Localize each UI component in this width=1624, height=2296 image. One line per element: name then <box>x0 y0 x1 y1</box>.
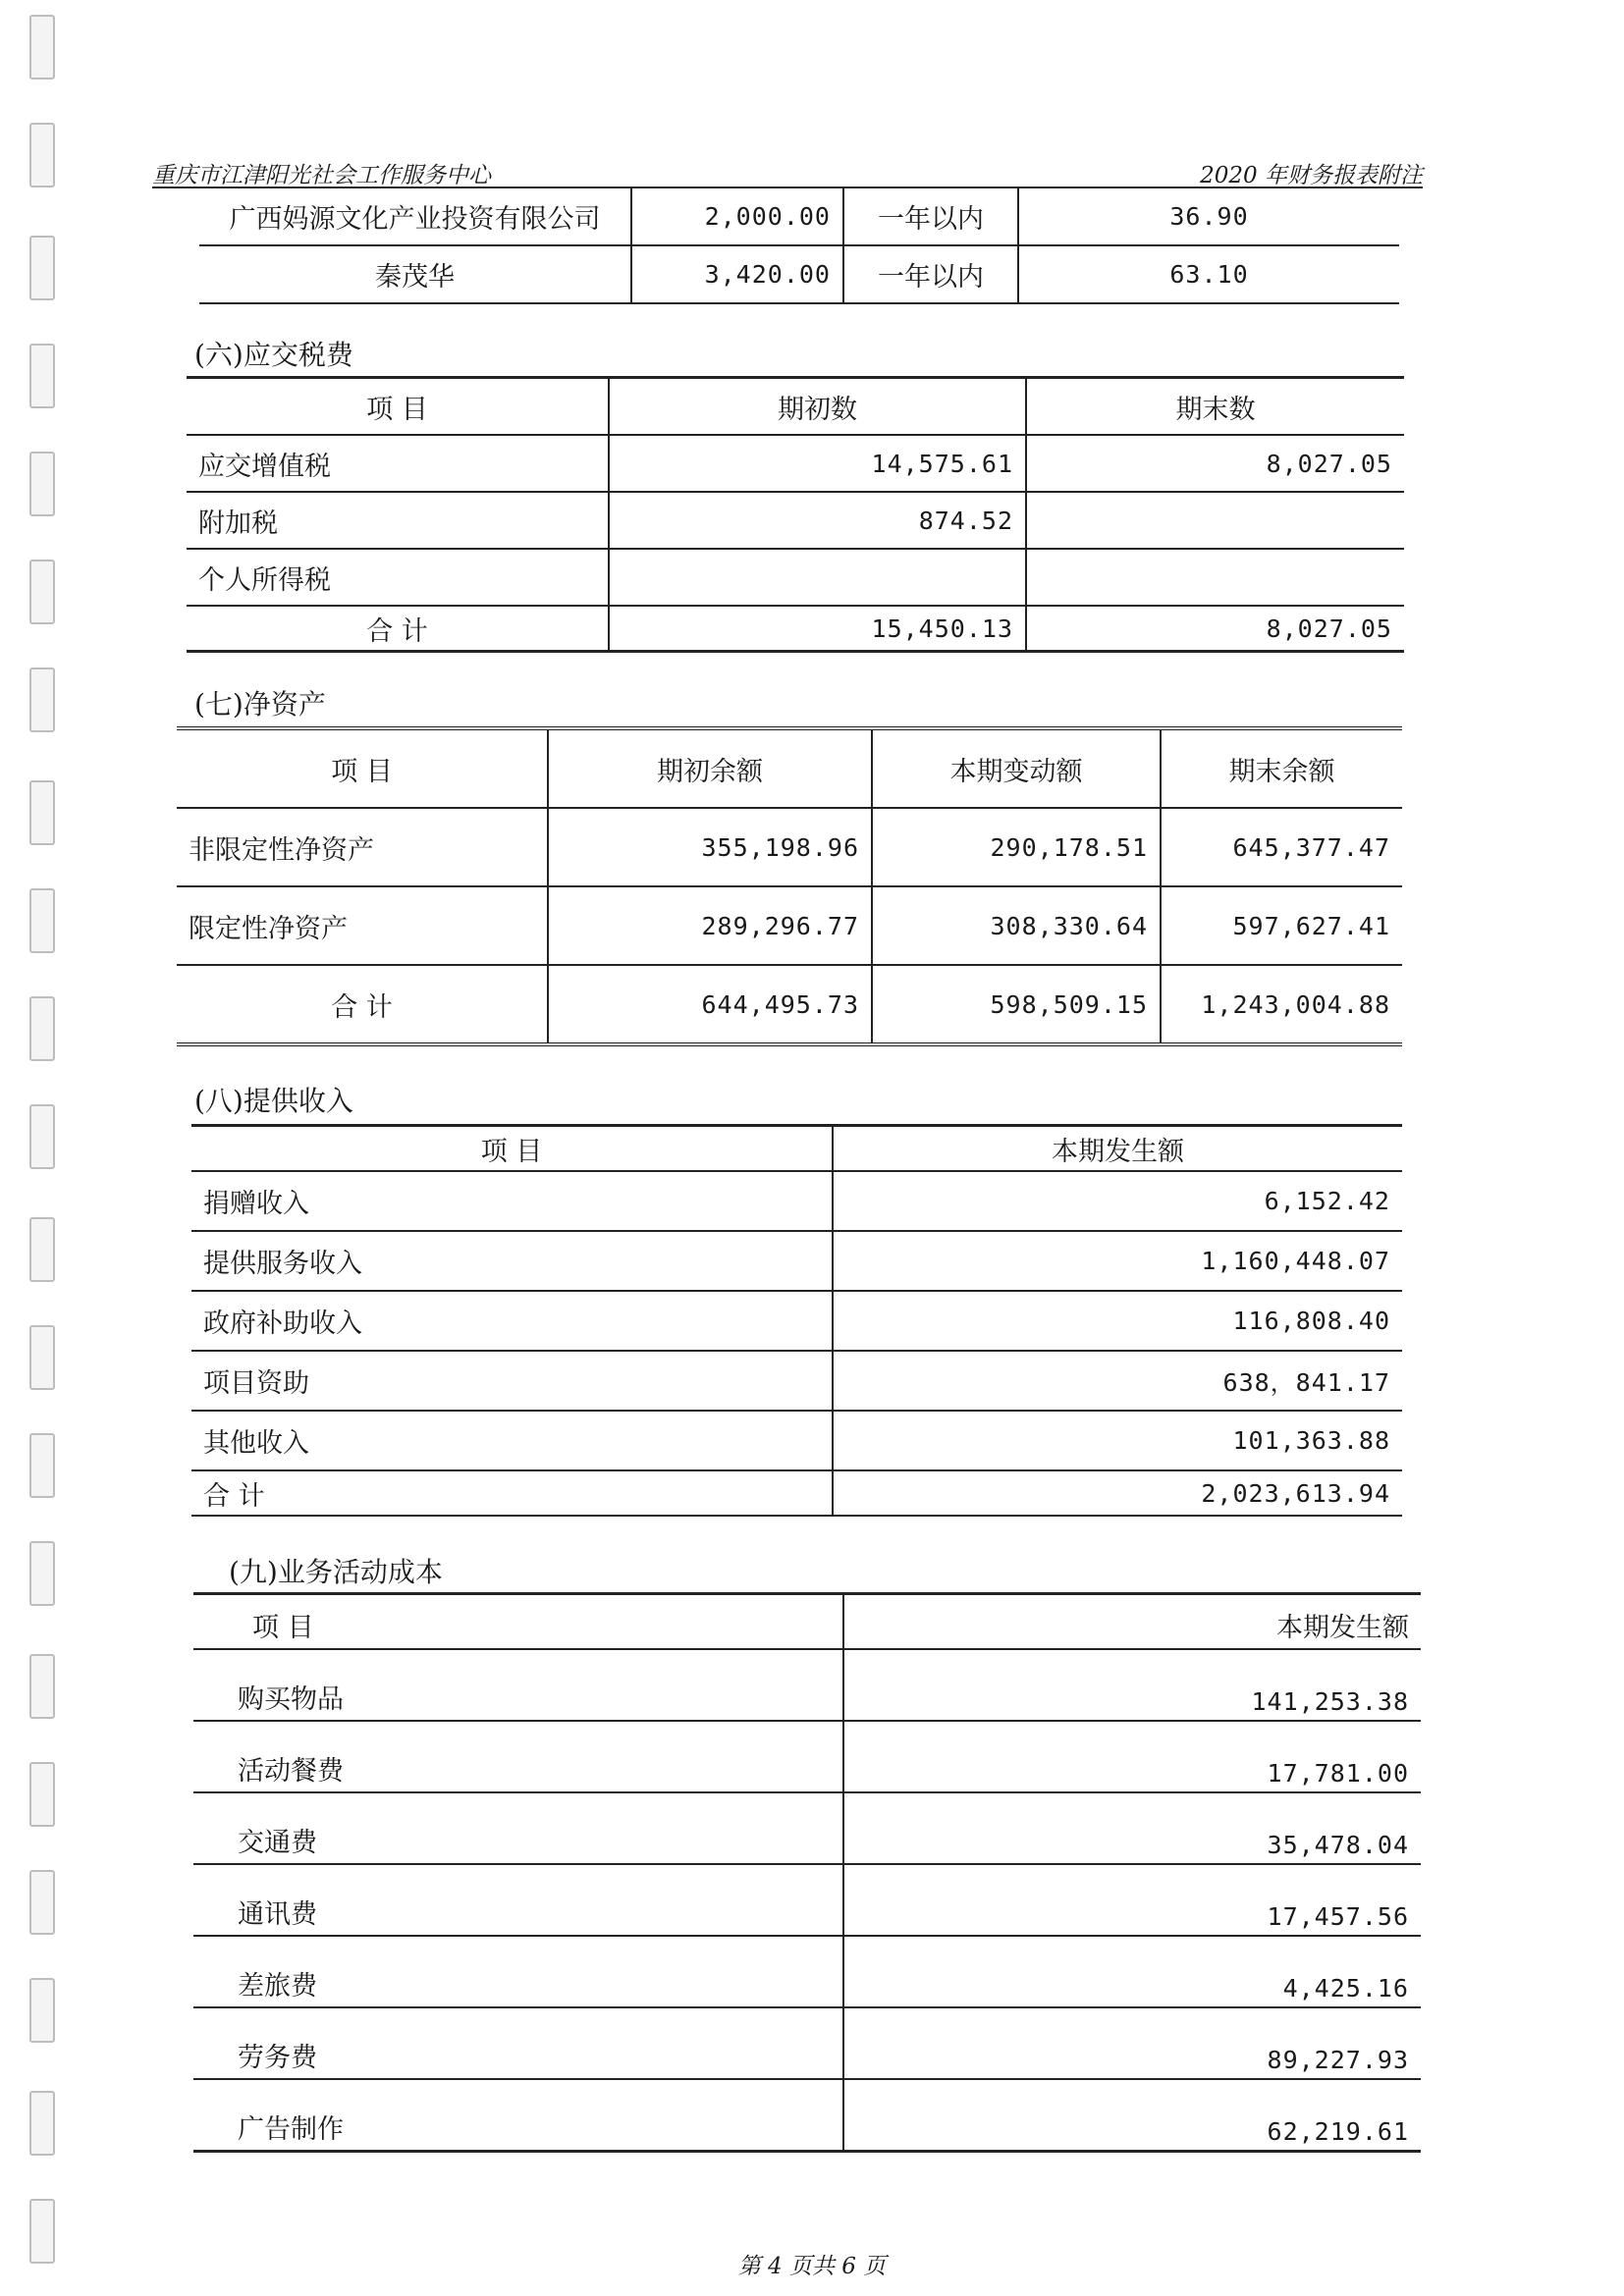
table-row <box>191 1171 1402 1231</box>
table-row <box>193 1936 1421 2007</box>
binder-hole <box>29 1654 55 1719</box>
table-row <box>191 1231 1402 1291</box>
cell: 63.10 <box>1018 245 1399 303</box>
cell: 一年以内 <box>843 188 1018 245</box>
table-row <box>191 1411 1402 1470</box>
table-header-row <box>193 1594 1421 1650</box>
table-row <box>187 549 1404 606</box>
cell: 141,253.38 <box>843 1649 1421 1721</box>
cell: 116,808.40 <box>833 1291 1402 1351</box>
cell: 广西妈源文化产业投资有限公司 <box>199 188 631 245</box>
cell: 劳务费 <box>193 2007 843 2079</box>
cell: 101,363.88 <box>833 1411 1402 1470</box>
section-title-income: (八)提供收入 <box>194 1085 353 1117</box>
cell: 一年以内 <box>843 245 1018 303</box>
binder-hole <box>29 667 55 732</box>
table-header-row <box>177 728 1402 808</box>
income-table <box>191 1124 1402 1517</box>
cell: 35,478.04 <box>843 1792 1421 1864</box>
binder-hole <box>29 236 55 300</box>
cell: 2,023,613.94 <box>833 1470 1402 1516</box>
binder-hole <box>29 1541 55 1606</box>
cell: 15,450.13 <box>609 606 1026 652</box>
binder-hole <box>29 888 55 953</box>
binder-hole <box>29 123 55 187</box>
cell: 其他收入 <box>191 1411 833 1470</box>
table-row <box>199 245 1399 303</box>
cell: 36.90 <box>1018 188 1399 245</box>
binder-hole <box>29 1870 55 1935</box>
cell: 交通费 <box>193 1792 843 1864</box>
binder-hole <box>29 560 55 624</box>
taxes-table <box>187 376 1404 653</box>
cell <box>1026 492 1404 549</box>
cell: 秦茂华 <box>199 245 631 303</box>
binder-hole <box>29 1978 55 2043</box>
cell: 广告制作 <box>193 2079 843 2152</box>
header-doc: 2020 年财务报表附注 <box>1200 163 1423 188</box>
binder-hole <box>29 1762 55 1827</box>
cell: 合 计 <box>187 606 609 652</box>
header-cell: 项 目 <box>191 1126 833 1172</box>
binder-hole <box>29 1217 55 1282</box>
receivables-continuation-table <box>199 188 1399 304</box>
cell: 政府补助收入 <box>191 1291 833 1351</box>
table-row <box>199 188 1399 245</box>
cell: 14,575.61 <box>609 435 1026 492</box>
cell: 289,296.77 <box>548 886 872 965</box>
cell <box>609 549 1026 606</box>
binder-hole <box>29 2091 55 2156</box>
header-cell: 项 目 <box>193 1594 843 1650</box>
cell: 597,627.41 <box>1161 886 1402 965</box>
cell: 290,178.51 <box>872 808 1161 886</box>
header-cell: 本期变动额 <box>872 728 1161 808</box>
header-cell: 项 目 <box>187 378 609 436</box>
cell: 合 计 <box>191 1470 833 1516</box>
cell: 活动餐费 <box>193 1721 843 1792</box>
header-cell: 期初余额 <box>548 728 872 808</box>
net-assets-table <box>177 726 1402 1046</box>
table-row <box>193 1721 1421 1792</box>
binder-hole <box>29 1104 55 1169</box>
table-row <box>193 2007 1421 2079</box>
table-row <box>191 1291 1402 1351</box>
binder-hole <box>29 344 55 408</box>
table-row <box>193 1864 1421 1936</box>
header-cell: 期末余额 <box>1161 728 1402 808</box>
section-title-taxes: (六)应交税费 <box>194 339 353 371</box>
header-cell: 项 目 <box>177 728 548 808</box>
cell: 308,330.64 <box>872 886 1161 965</box>
table-row <box>191 1351 1402 1411</box>
table-total-row <box>191 1470 1402 1516</box>
cell: 8,027.05 <box>1026 435 1404 492</box>
cell: 非限定性净资产 <box>177 808 548 886</box>
running-header <box>152 157 1423 188</box>
binder-hole <box>29 452 55 516</box>
cell: 645,377.47 <box>1161 808 1402 886</box>
table-header-row <box>191 1126 1402 1172</box>
table-row <box>193 1792 1421 1864</box>
cell: 8,027.05 <box>1026 606 1404 652</box>
cell <box>1026 549 1404 606</box>
header-cell: 本期发生额 <box>843 1594 1421 1650</box>
table-row <box>193 1649 1421 1721</box>
cell: 89,227.93 <box>843 2007 1421 2079</box>
header-cell: 本期发生额 <box>833 1126 1402 1172</box>
cell: 应交增值税 <box>187 435 609 492</box>
cell: 598,509.15 <box>872 965 1161 1044</box>
section-title-costs: (九)业务活动成本 <box>229 1556 443 1588</box>
cell: 合 计 <box>177 965 548 1044</box>
page-footer: 第 4 页共 6 页 <box>737 2254 887 2279</box>
cell: 附加税 <box>187 492 609 549</box>
table-row <box>193 2079 1421 2152</box>
cell: 1,243,004.88 <box>1161 965 1402 1044</box>
cell: 6,152.42 <box>833 1171 1402 1231</box>
table-row <box>187 435 1404 492</box>
cell: 4,425.16 <box>843 1936 1421 2007</box>
cell: 3,420.00 <box>631 245 843 303</box>
table-row <box>187 492 1404 549</box>
binder-hole <box>29 996 55 1061</box>
cell: 个人所得税 <box>187 549 609 606</box>
binder-hole <box>29 1433 55 1498</box>
binder-hole <box>29 15 55 80</box>
cell: 限定性净资产 <box>177 886 548 965</box>
costs-table <box>193 1592 1421 2153</box>
table-total-row <box>177 965 1402 1044</box>
cell: 644,495.73 <box>548 965 872 1044</box>
header-org: 重庆市江津阳光社会工作服务中心 <box>152 163 491 188</box>
cell: 1,160,448.07 <box>833 1231 1402 1291</box>
cell: 874.52 <box>609 492 1026 549</box>
cell: 捐赠收入 <box>191 1171 833 1231</box>
cell: 638，841.17 <box>833 1351 1402 1411</box>
cell: 2,000.00 <box>631 188 843 245</box>
table-total-row <box>187 606 1404 652</box>
table-row <box>177 808 1402 886</box>
cell: 17,457.56 <box>843 1864 1421 1936</box>
section-title-net-assets: (七)净资产 <box>194 688 326 721</box>
header-cell: 期初数 <box>609 378 1026 436</box>
cell: 62,219.61 <box>843 2079 1421 2152</box>
binder-hole <box>29 780 55 845</box>
cell: 17,781.00 <box>843 1721 1421 1792</box>
header-cell: 期末数 <box>1026 378 1404 436</box>
table-row <box>177 886 1402 965</box>
table-header-row <box>187 378 1404 436</box>
cell: 355,198.96 <box>548 808 872 886</box>
cell: 购买物品 <box>193 1649 843 1721</box>
cell: 差旅费 <box>193 1936 843 2007</box>
cell: 项目资助 <box>191 1351 833 1411</box>
cell: 通讯费 <box>193 1864 843 1936</box>
binder-hole <box>29 1325 55 1390</box>
cell: 提供服务收入 <box>191 1231 833 1291</box>
